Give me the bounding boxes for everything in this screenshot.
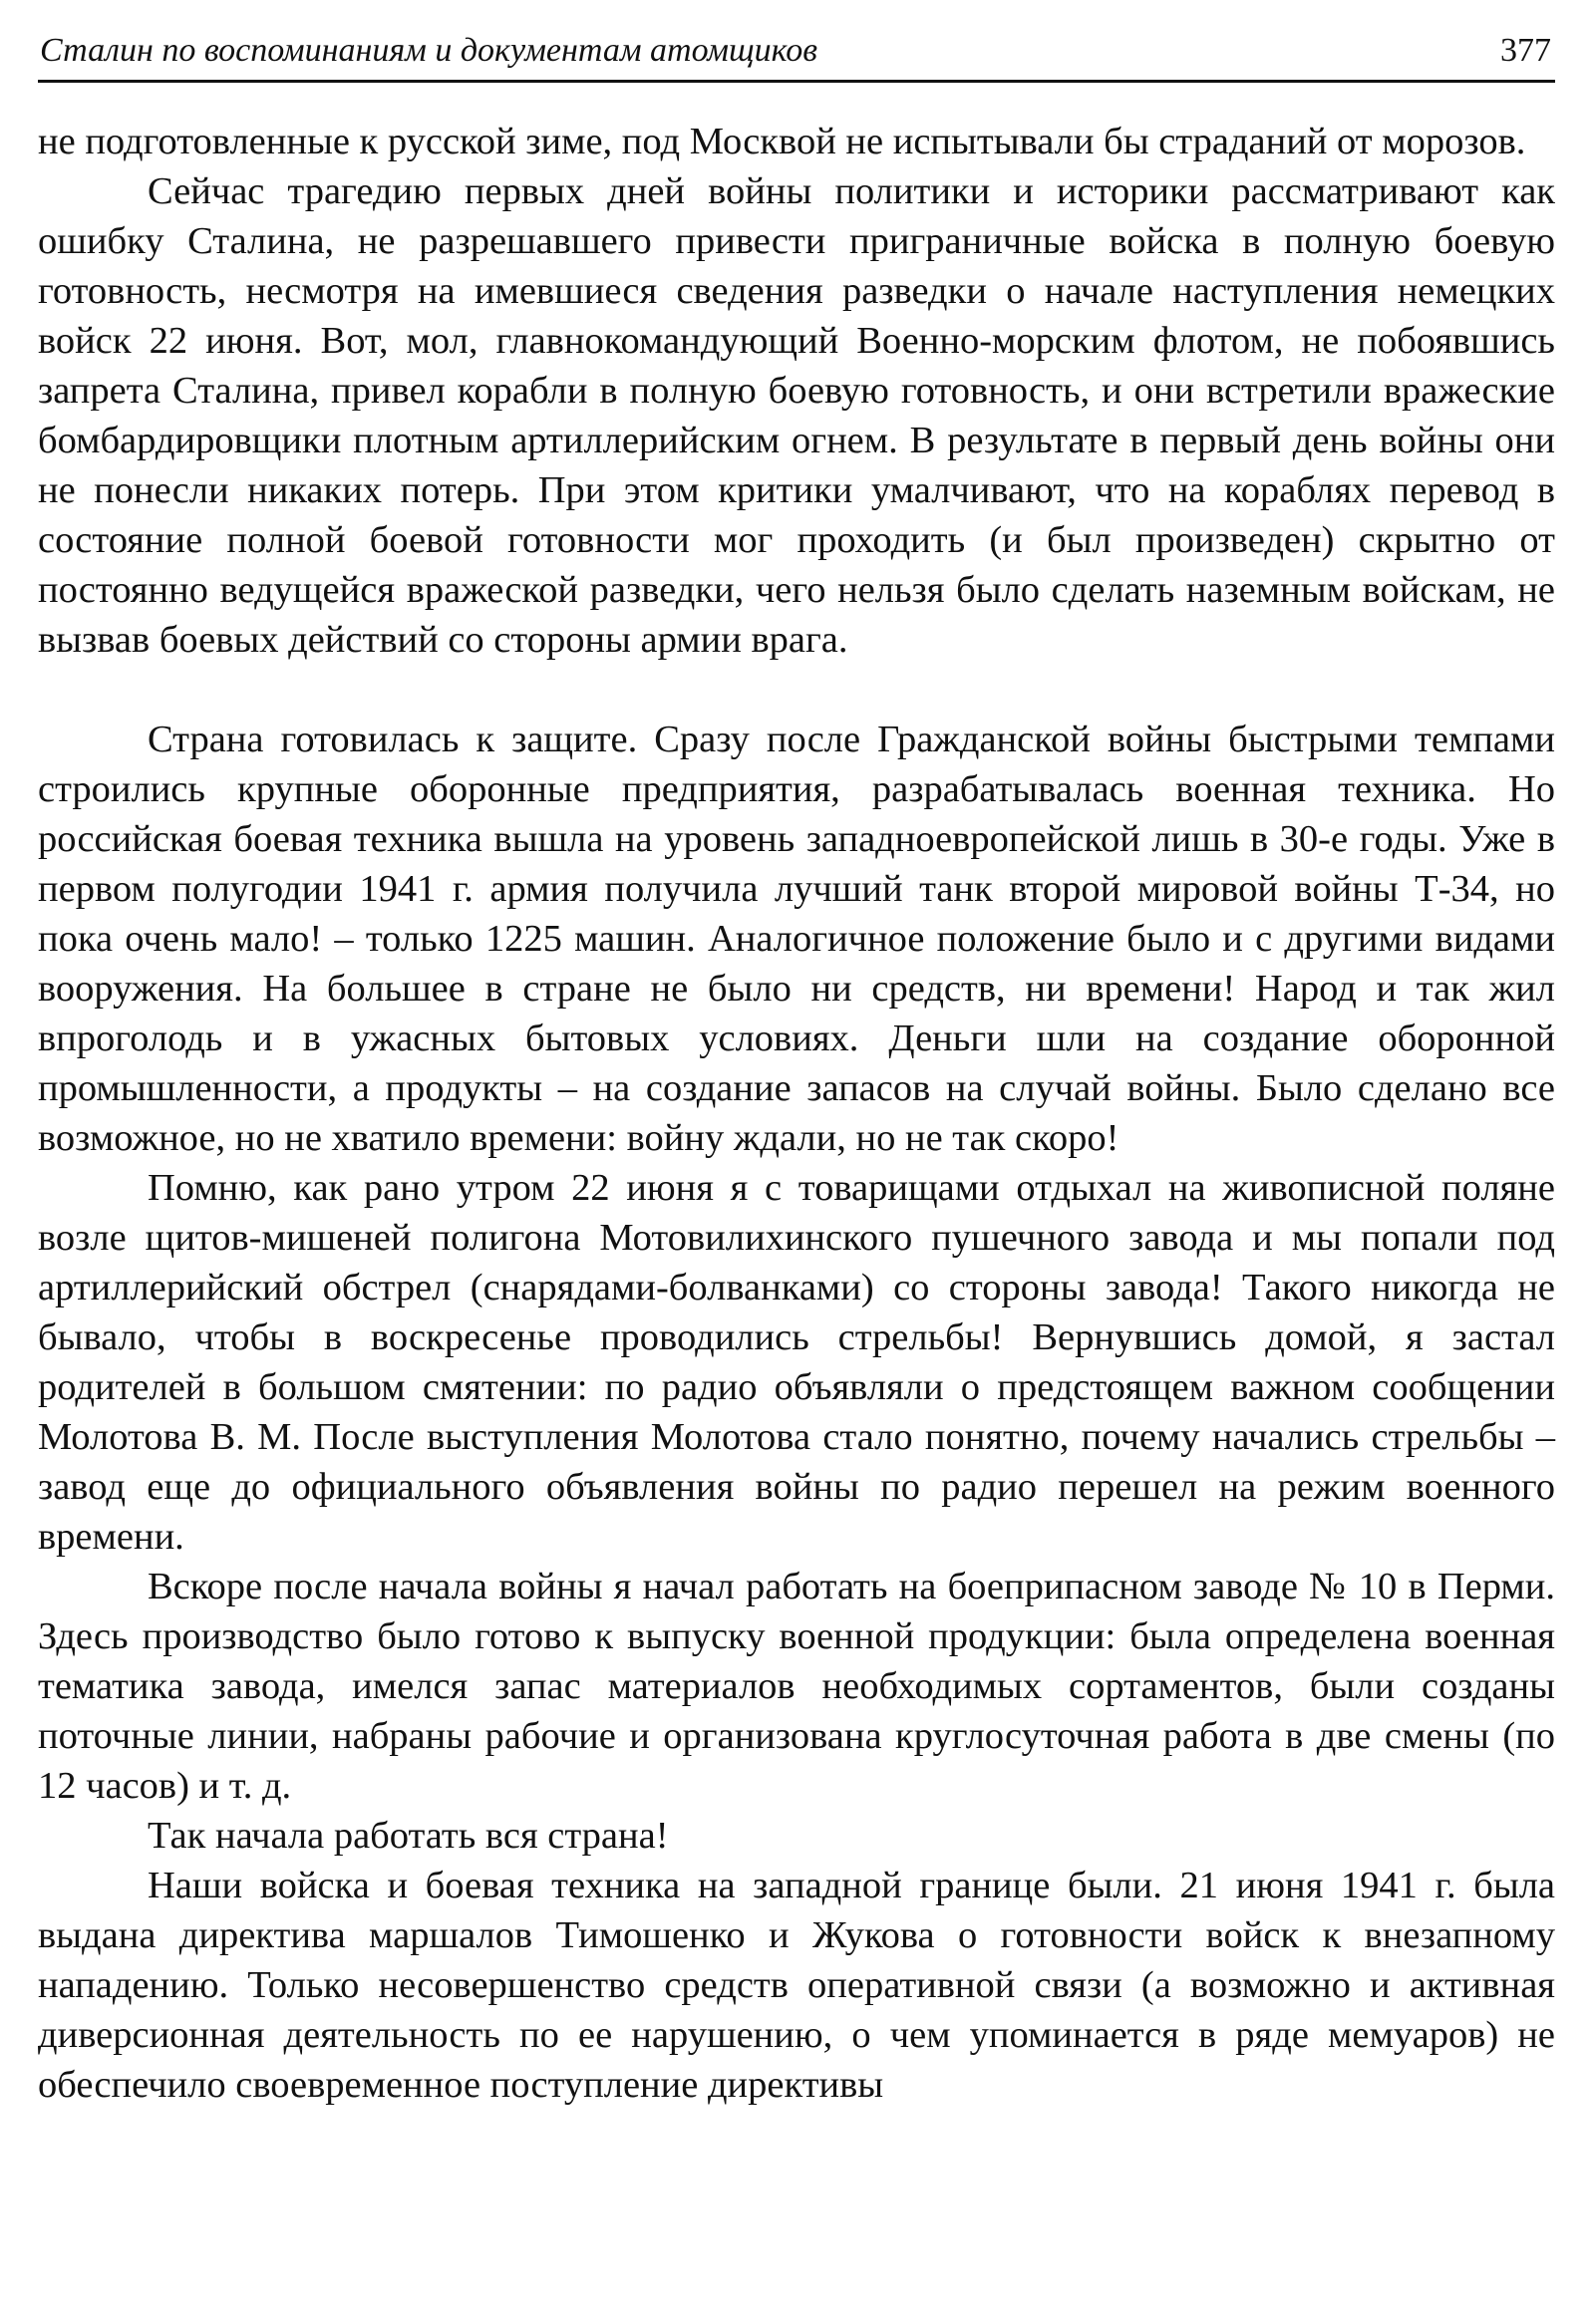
- running-header: [38, 26, 1555, 83]
- page-number: 377: [1500, 32, 1551, 69]
- paragraph: Страна готовилась к защите. Сразу после Гражданской войны быстрыми темпами строились крупные оборонные предприятия, разрабатывалась военная техника. Но российская боевая техника вышла на уровень западноевропейской лишь в 30-е годы. Уже в первом полугодии 1941 г. армия получила лучший танк второй мировой войны Т-34, но пока очень мало! – только 1225 машин. Аналогичное положение было и с другими видами вооружения. На большее в стране не было ни средств, ни времени! Народ и так жил впроголодь и в ужасных бытовых условиях. Деньги шли на создание оборонной промышленности, а продукты – на создание запасов на случай войны. Было сделано все возможное, но не хватило времени: войну ждали, но не так скоро!: [38, 719, 1555, 1159]
- paragraph: Сейчас трагедию первых дней войны политики и историки рассматривают как ошибку Сталина, не разрешавшего привести приграничные войска в полную боевую готовность, несмотря на имевшиеся сведения разведки о начале наступления немецких войск 22 июня. Вот, мол, главнокомандующий Военно-морским флотом, не побоявшись запрета Сталина, привел корабли в полную боевую готовность, и они встретили вражеские бомбардировщики плотным артиллерийским огнем. В результате в первый день войны они не понесли никаких потерь. При этом критики умалчивают, что на кораблях перевод в состояние полной боевой готовности мог проходить (и был произведен) скрытно от постоянно ведущейся вражеской разведки, чего нельзя было сделать наземным войскам, не вызвав боевых действий со стороны армии врага.: [38, 170, 1555, 661]
- running-header-title: Сталин по воспоминаниям и документам атомщиков: [40, 32, 818, 69]
- book-page: [38, 26, 1555, 2110]
- paragraph: не подготовленные к русской зиме, под Москвой не испытывали бы страданий от морозов.: [38, 121, 1526, 162]
- paragraph: Так начала работать вся страна!: [148, 1815, 669, 1857]
- body-text: [38, 117, 1555, 2110]
- paragraph: Наши войска и боевая техника на западной границе были. 21 июня 1941 г. была выдана директива маршалов Тимошенко и Жукова о готовности войск к внезапному нападению. Только несовершенство средств оперативной связи (а возможно и активная диверсионная деятельность по ее нарушению, о чем упоминается в ряде мемуаров) не обеспечило своевременное поступление директивы: [38, 1865, 1555, 2106]
- paragraph: Помню, как рано утром 22 июня я с товарищами отдыхал на живописной поляне возле щитов-мишеней полигона Мотовилихинского пушечного завода и мы попали под артиллерийский обстрел (снарядами-болванками) со стороны завода! Такого никогда не бывало, чтобы в воскресенье проводились стрельбы! Вернувшись домой, я застал родителей в большом смятении: по радио объявляли о предстоящем важном сообщении Молотова В. М. После выступления Молотова стало понятно, почему начались стрельбы – завод еще до официального объявления войны по радио перешел на режим военного времени.: [38, 1167, 1555, 1558]
- paragraph: Вскоре после начала войны я начал работать на боеприпасном заводе № 10 в Перми. Здесь производство было готово к выпуску военной продукции: была определена военная тематика завода, имелся запас материалов необходимых сортаментов, были созданы поточные линии, набраны рабочие и организована круглосуточная работа в две смены (по 12 часов) и т. д.: [38, 1566, 1555, 1807]
